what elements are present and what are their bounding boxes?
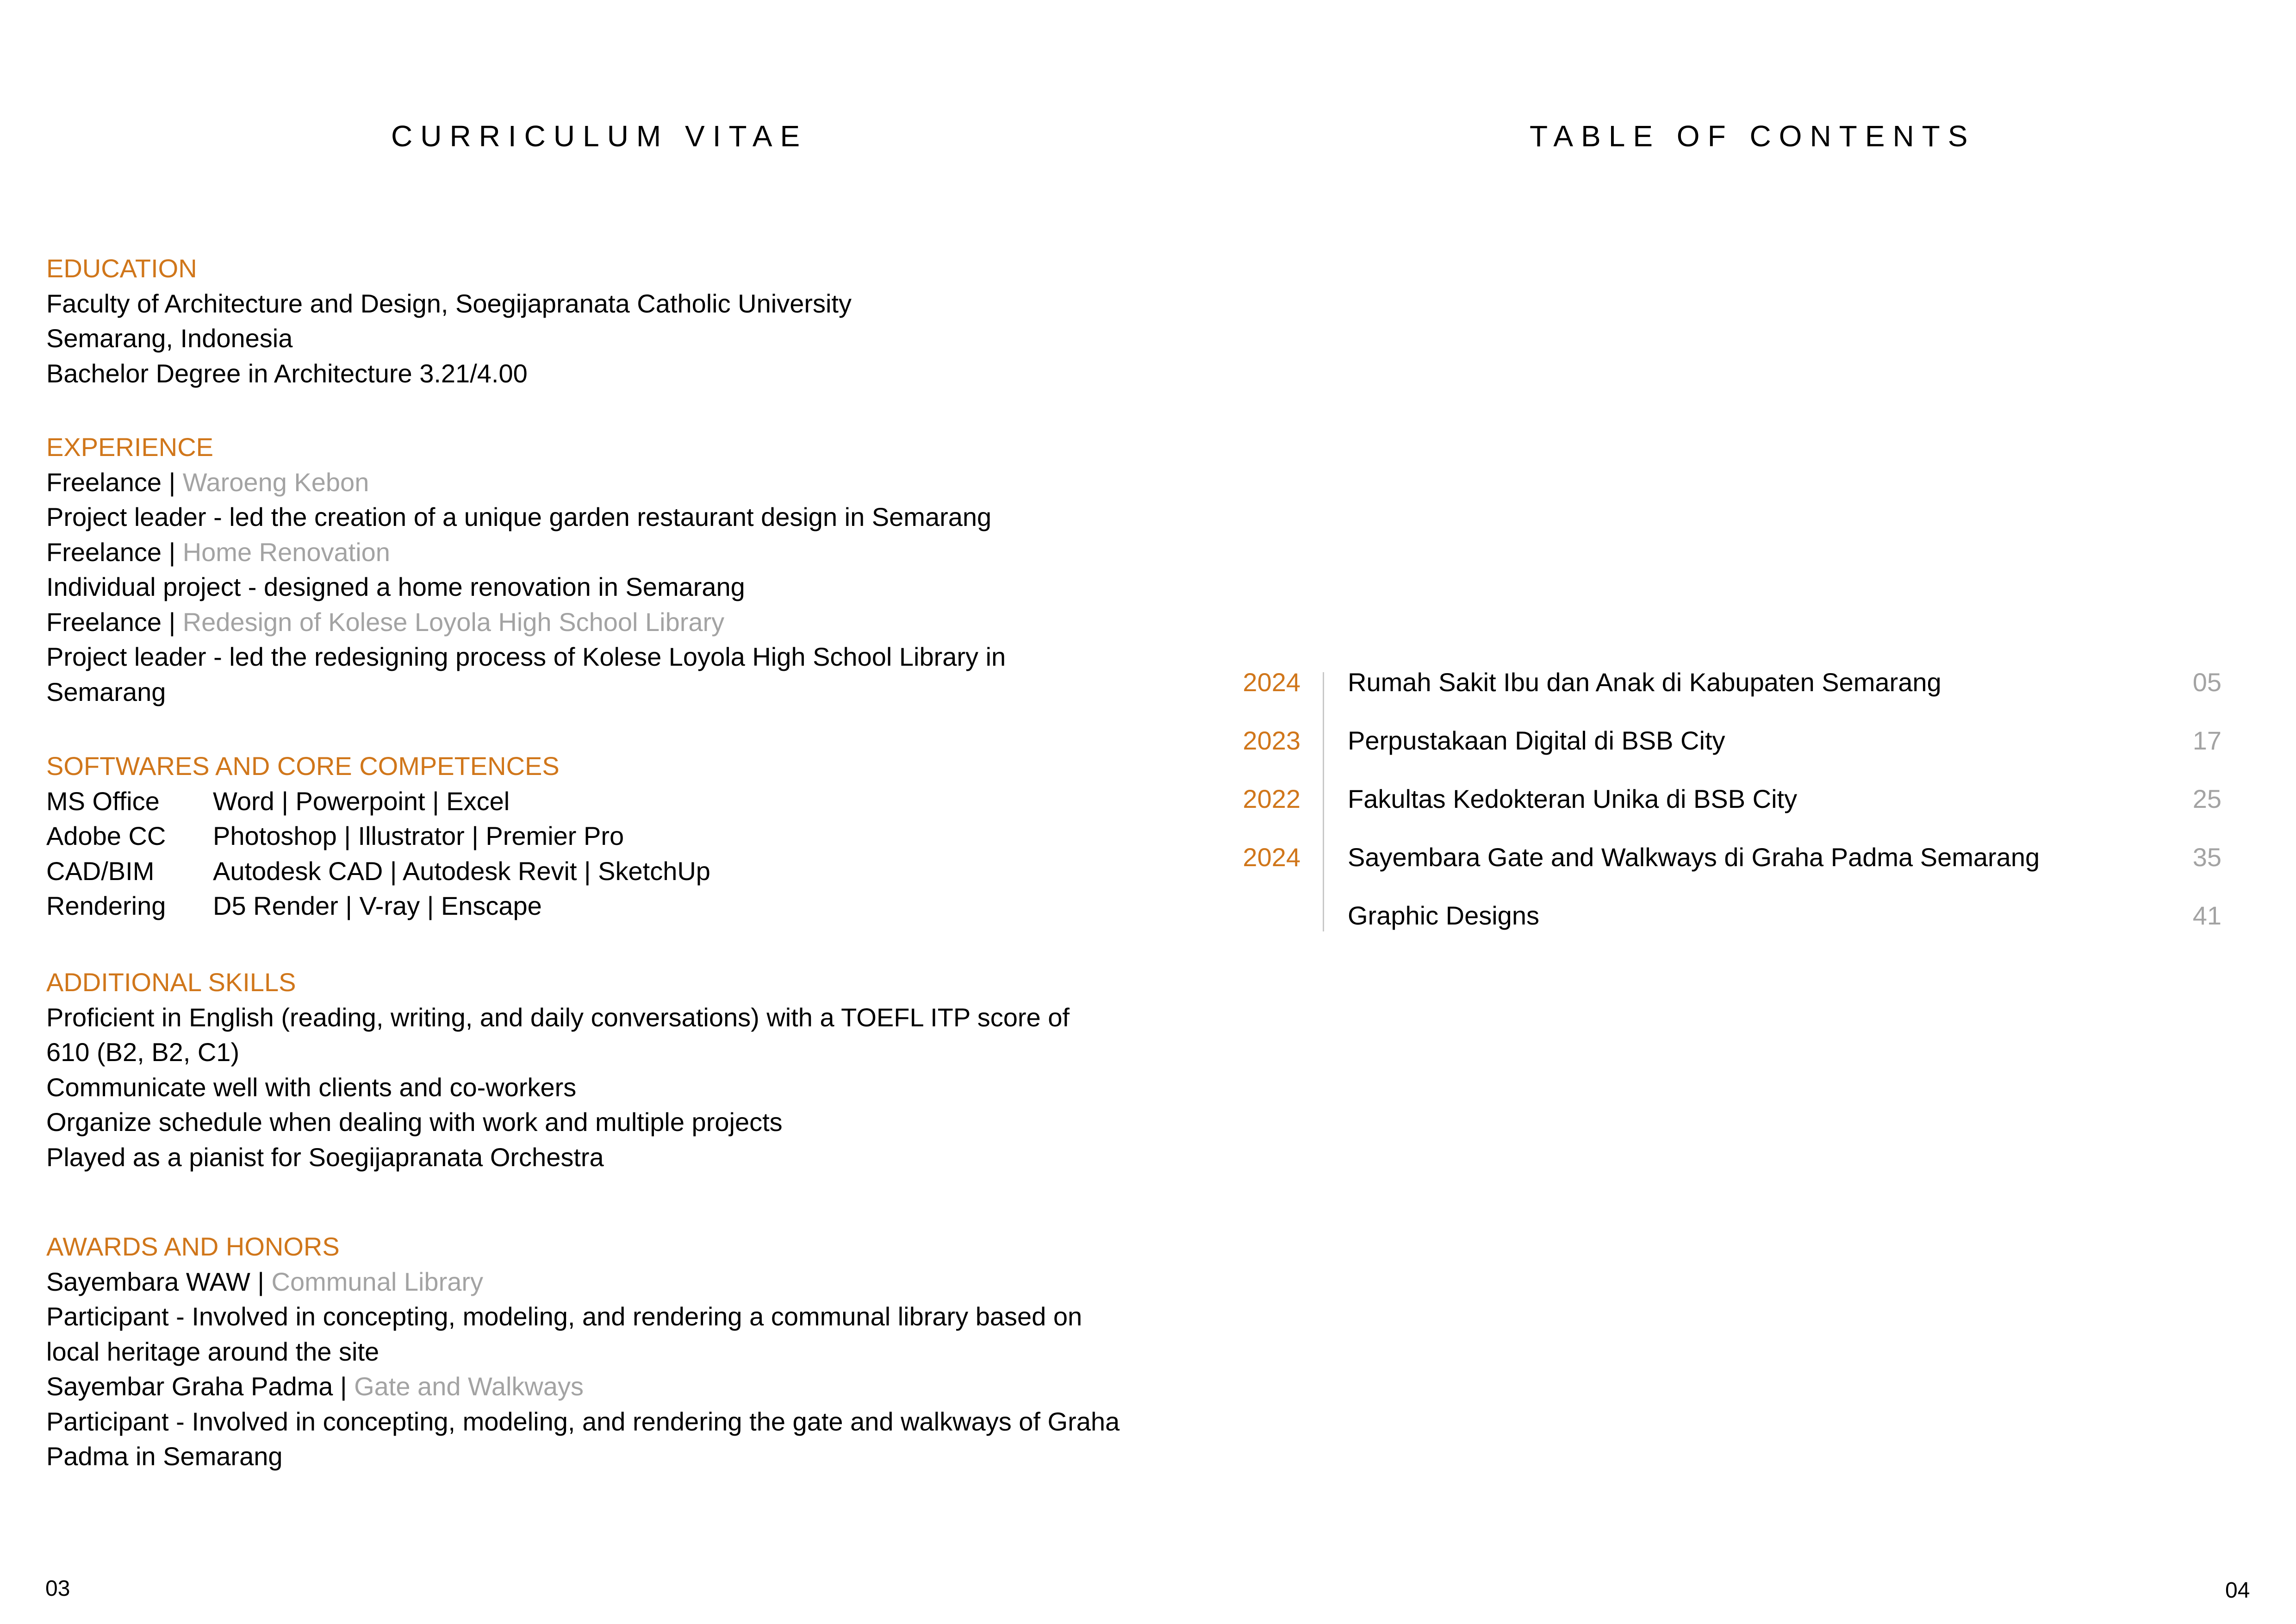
toc-page-number: 41	[2192, 901, 2221, 930]
additional-skill-line: Organize schedule when dealing with work and multiple projects	[46, 1107, 783, 1137]
additional-skill-line: Proficient in English (reading, writing, and daily conversations) with a TOEFL ITP score of 610 (B2, B2, C1)	[46, 1002, 1070, 1067]
software-row	[46, 784, 1148, 819]
toc-year: 2023	[1243, 726, 1300, 755]
experience-project: Home Renovation	[182, 537, 390, 567]
award-project: Gate and Walkways	[354, 1372, 584, 1401]
software-category: MS Office	[46, 786, 160, 816]
additional-skills-section	[46, 965, 1148, 1174]
experience-description: Individual project - designed a home renovation in Semarang	[46, 572, 745, 601]
award-entry-title: Sayembara WAW | Communal Library	[46, 1267, 484, 1296]
software-row	[46, 854, 1148, 889]
softwares-heading: SOFTWARES AND CORE COMPETENCES	[46, 751, 560, 781]
award-competition: Sayembara WAW	[46, 1267, 250, 1296]
experience-section	[46, 430, 1148, 709]
toc-entry[interactable]	[1203, 897, 2221, 934]
software-tools: Word | Powerpoint | Excel	[213, 786, 510, 816]
additional-skill-line: Communicate well with clients and co-workers	[46, 1072, 577, 1102]
software-row	[46, 818, 1148, 854]
toc-entry[interactable]	[1203, 781, 2221, 818]
software-category: Adobe CC	[46, 821, 166, 850]
experience-project: Waroeng Kebon	[182, 467, 369, 497]
additional-skill-line: Played as a pianist for Soegijapranata Orchestra	[46, 1142, 604, 1172]
page-number-right: 04	[2225, 1578, 2250, 1603]
awards-section	[46, 1229, 1148, 1474]
toc-page-number: 05	[2192, 668, 2221, 697]
software-tools: D5 Render | V-ray | Enscape	[213, 891, 542, 920]
experience-role: Freelance	[46, 537, 162, 567]
experience-role: Freelance	[46, 467, 162, 497]
additional-skills-heading: ADDITIONAL SKILLS	[46, 968, 296, 997]
experience-description: Project leader - led the redesigning process of Kolese Loyola High School Library in Semarang	[46, 642, 1006, 706]
toc-entry[interactable]	[1203, 664, 2221, 701]
education-line: Bachelor Degree in Architecture 3.21/4.00	[46, 358, 528, 388]
education-line: Faculty of Architecture and Design, Soegijapranata Catholic University	[46, 288, 852, 318]
awards-heading: AWARDS AND HONORS	[46, 1232, 340, 1261]
toc-project-name: Perpustakaan Digital di BSB City	[1348, 726, 1725, 755]
experience-heading: EXPERIENCE	[46, 432, 213, 462]
toc-page-number: 25	[2192, 784, 2221, 813]
education-line: Semarang, Indonesia	[46, 324, 293, 353]
experience-entry-title: Freelance | Redesign of Kolese Loyola High School Library	[46, 607, 725, 637]
toc-year: 2024	[1243, 668, 1300, 697]
toc-project-name: Graphic Designs	[1348, 901, 1539, 930]
experience-description: Project leader - led the creation of a unique garden restaurant design in Semarang	[46, 502, 992, 531]
education-section	[46, 251, 1148, 391]
cv-title: CURRICULUM VITAE	[391, 119, 808, 153]
toc-year: 2022	[1243, 784, 1300, 813]
education-heading: EDUCATION	[46, 254, 197, 283]
software-category: Rendering	[46, 891, 166, 920]
award-description: Participant - Involved in concepting, modeling, and rendering the gate and walkways of Graha Padma in Semarang	[46, 1406, 1120, 1471]
award-competition: Sayembar Graha Padma	[46, 1372, 333, 1401]
toc-project-name: Fakultas Kedokteran Unika di BSB City	[1348, 784, 1798, 813]
award-description: Participant - Involved in concepting, modeling, and rendering a communal library based on local heritage around the site	[46, 1302, 1083, 1366]
softwares-section	[46, 749, 1148, 924]
experience-role: Freelance	[46, 607, 162, 637]
experience-entry-title: Freelance | Home Renovation	[46, 537, 390, 567]
toc-entry[interactable]	[1203, 839, 2221, 876]
page-number-left: 03	[45, 1576, 70, 1601]
toc-project-name: Sayembara Gate and Walkways di Graha Padma Semarang	[1348, 843, 2040, 872]
experience-entry-title: Freelance | Waroeng Kebon	[46, 467, 369, 497]
toc-title: TABLE OF CONTENTS	[1530, 119, 1976, 153]
toc-entry[interactable]	[1203, 722, 2221, 759]
software-row	[46, 888, 1148, 924]
toc-page-number: 17	[2192, 726, 2221, 755]
award-entry-title: Sayembar Graha Padma | Gate and Walkways	[46, 1372, 584, 1401]
experience-project: Redesign of Kolese Loyola High School Library	[182, 607, 725, 637]
toc-project-name: Rumah Sakit Ibu dan Anak di Kabupaten Semarang	[1348, 668, 1941, 697]
toc-page-number: 35	[2192, 843, 2221, 872]
software-category: CAD/BIM	[46, 856, 155, 886]
toc-year: 2024	[1243, 843, 1300, 872]
award-project: Communal Library	[271, 1267, 484, 1296]
software-tools: Autodesk CAD | Autodesk Revit | SketchUp	[213, 856, 710, 886]
software-tools: Photoshop | Illustrator | Premier Pro	[213, 821, 624, 850]
